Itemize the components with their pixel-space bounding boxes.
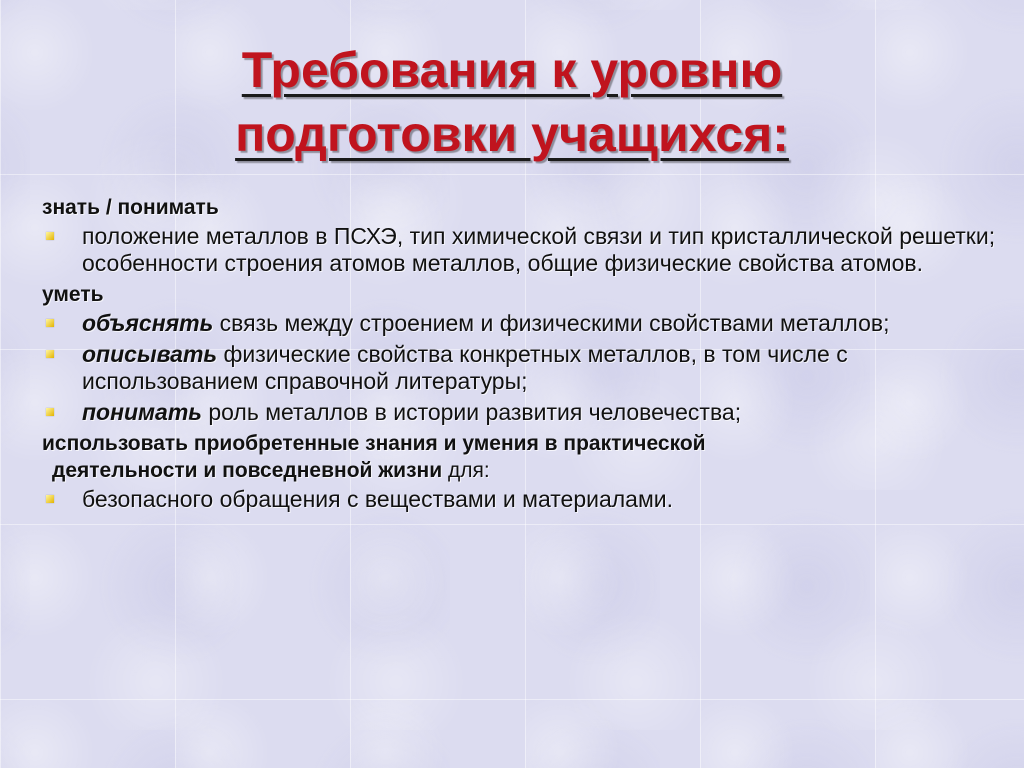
slide-content xyxy=(42,190,1002,517)
bullet-icon xyxy=(46,350,54,358)
list-item xyxy=(42,341,1002,395)
section-heading-use xyxy=(42,430,1002,484)
item-text: связь между строением и физическими свойствами металлов; xyxy=(213,310,890,336)
item-text: положение металлов в ПСХЭ, тип химической связи и тип кристаллической решетки; особенности строения атомов металлов, общие физические свойства атомов. xyxy=(82,223,996,276)
section-heading-know: знать / понимать xyxy=(42,196,219,219)
item-text: безопасного обращения с веществами и материалами. xyxy=(82,486,674,512)
item-verb: понимать xyxy=(82,399,202,425)
bullet-icon xyxy=(46,232,54,240)
bullet-icon xyxy=(46,408,54,416)
list-item xyxy=(42,399,1002,426)
slide-title xyxy=(0,38,1024,166)
title-line-1: Требования к уровню xyxy=(241,42,783,98)
section-heading-can: уметь xyxy=(42,283,104,306)
list-item xyxy=(42,310,1002,337)
list-item xyxy=(42,223,1002,277)
item-verb: объяснять xyxy=(82,310,214,336)
bullet-icon xyxy=(46,495,54,503)
list-item xyxy=(42,486,1002,513)
heading-line-2-normal: для: xyxy=(442,459,490,482)
heading-line-1: использовать приобретенные знания и умения в практической xyxy=(42,432,706,455)
heading-line-2-bold: деятельности и повседневной жизни xyxy=(52,459,443,482)
item-verb: описывать xyxy=(82,341,218,367)
item-text: роль металлов в истории развития человечества; xyxy=(201,399,742,425)
bullet-icon xyxy=(46,319,54,327)
item-text: физические свойства конкретных металлов, в том числе с использованием справочной литературы; xyxy=(82,341,848,394)
title-line-2: подготовки учащихся: xyxy=(235,106,789,162)
